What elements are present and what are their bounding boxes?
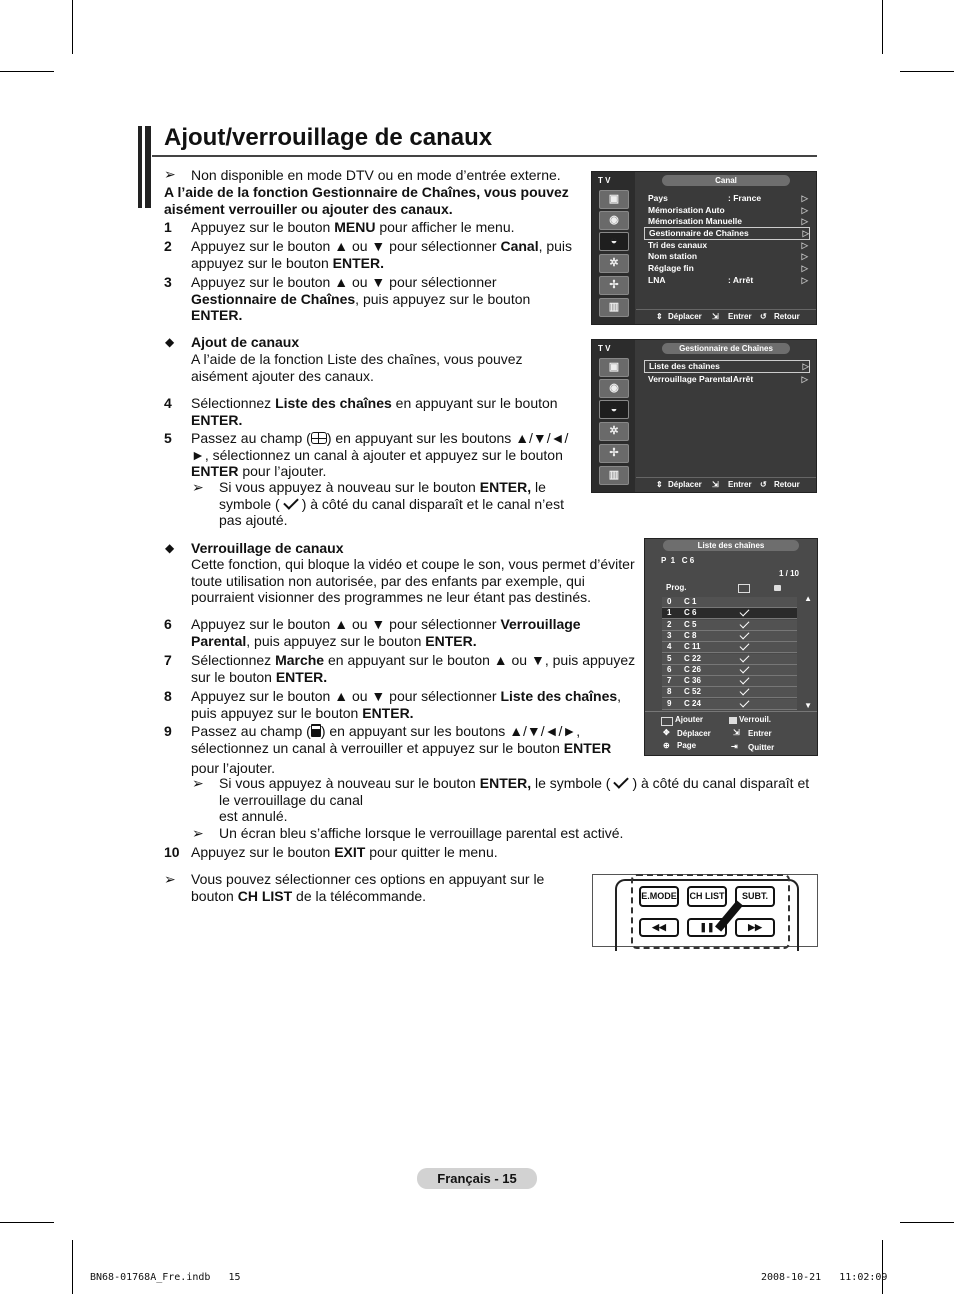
menu-header: Gestionnaire de Chaînes bbox=[662, 343, 790, 354]
picture-icon[interactable]: ▣ bbox=[599, 358, 629, 377]
step-7-text: Sélectionnez Marche en appuyant sur le bouton ▲ ou ▼, puis appuyez sur le bouton ENTER. bbox=[191, 652, 636, 685]
triangle-right-icon: ▷ bbox=[801, 374, 808, 384]
note-arrow-icon: ➢ bbox=[192, 479, 204, 495]
tv-menu-canal bbox=[591, 171, 817, 325]
intro-bold: A l’aide de la fonction Gestionnaire de Chaînes, vous pouvez aisément verrouiller ou ajouter des canaux. bbox=[164, 184, 569, 217]
crop-mark bbox=[0, 71, 54, 72]
triangle-right-icon: ▷ bbox=[802, 228, 809, 238]
triangle-right-icon: ▷ bbox=[801, 193, 808, 203]
note-arrow-icon: ➢ bbox=[192, 775, 204, 791]
final-note: Vous pouvez sélectionner ces options en appuyant sur le bouton CH LIST de la télécommande. bbox=[191, 871, 545, 904]
move-icon: ✥ bbox=[663, 728, 670, 737]
step-9-note-1-end: est annulé. bbox=[219, 808, 288, 824]
step-9-note-2: Un écran bleu s’affiche lorsque le verrouillage parental est activé. bbox=[219, 825, 624, 841]
rewind-button[interactable]: ◀◀ bbox=[639, 918, 679, 937]
return-icon: ↺ bbox=[760, 312, 767, 321]
menu-item[interactable]: Mémorisation Auto ▷ bbox=[648, 205, 808, 215]
setup-icon[interactable]: ✲ bbox=[599, 422, 629, 441]
menu-footer: ⇕ Déplacer ⇲ Entrer ↺ Retour bbox=[636, 309, 816, 324]
crop-mark bbox=[900, 1222, 954, 1223]
step-number: 4 bbox=[164, 395, 172, 411]
lock-icon bbox=[311, 729, 321, 737]
menu-header: Canal bbox=[662, 175, 790, 186]
title-bar-decoration bbox=[138, 126, 142, 208]
digital-menu-icon[interactable]: ▥ bbox=[599, 298, 629, 317]
tv-menu-channel-manager bbox=[591, 339, 817, 493]
step-number: 10 bbox=[164, 844, 180, 860]
triangle-right-icon: ▷ bbox=[801, 251, 808, 261]
updown-icon: ⇕ bbox=[656, 480, 663, 489]
remote-control-illustration bbox=[592, 874, 818, 947]
lock-column-icon bbox=[774, 585, 781, 591]
note-arrow-icon: ➢ bbox=[164, 871, 176, 887]
triangle-right-icon: ▷ bbox=[801, 275, 808, 285]
channel-row[interactable]: 0 C 1 bbox=[662, 597, 797, 608]
scroll-up-icon[interactable]: ▲ bbox=[804, 594, 812, 603]
lock-icon bbox=[729, 717, 737, 724]
picture-icon[interactable]: ▣ bbox=[599, 190, 629, 209]
channel-icon[interactable]: ◒ bbox=[599, 400, 629, 419]
print-slug-right: 2008-10-21 11:02:09 bbox=[761, 1272, 888, 1283]
step-6-text: Appuyez sur le bouton ▲ ou ▼ pour sélectionner Verrouillage Parental, puis appuyez sur le bouton ENTER. bbox=[191, 616, 581, 649]
channel-row[interactable]: 3 C 8 bbox=[662, 631, 797, 642]
prog-column-header: Prog. bbox=[666, 583, 687, 592]
page-counter: 1 / 10 bbox=[778, 569, 799, 578]
step-9-note-1: Si vous appuyez à nouveau sur le bouton ENTER, le symbole ( ) à côté du canal disparaît et le verrouillage du canal bbox=[219, 775, 810, 808]
step-5-note: Si vous appuyez à nouveau sur le bouton ENTER, le symbole ( ) à côté du canal disparaît et le canal n’est pas ajouté. bbox=[219, 479, 564, 529]
exit-icon: ⇥ bbox=[731, 742, 738, 751]
bullet-diamond-icon: ◆ bbox=[165, 335, 175, 349]
updown-icon: ⇕ bbox=[656, 312, 663, 321]
bullet-diamond-icon: ◆ bbox=[165, 541, 175, 555]
enter-icon: ⇲ bbox=[712, 480, 719, 489]
step-number: 7 bbox=[164, 652, 172, 668]
sound-icon[interactable]: ◉ bbox=[599, 211, 629, 230]
current-channel: P 1 C 6 bbox=[661, 556, 695, 565]
step-3-text: Appuyez sur le bouton ▲ ou ▼ pour sélectionner Gestionnaire de Chaînes, puis appuyez sur le bouton ENTER. bbox=[191, 274, 531, 324]
fastforward-button[interactable]: ▶▶ bbox=[735, 918, 775, 937]
menu-item[interactable]: Réglage fin ▷ bbox=[648, 263, 808, 273]
check-icon bbox=[740, 697, 750, 707]
menu-item[interactable]: Mémorisation Manuelle ▷ bbox=[648, 216, 808, 226]
menu-item[interactable]: Nom station ▷ bbox=[648, 251, 808, 261]
crop-mark bbox=[0, 1222, 54, 1223]
triangle-right-icon: ▷ bbox=[801, 263, 808, 273]
channel-row[interactable]: 2 C 5 bbox=[662, 620, 797, 631]
page-icon: ⊕ bbox=[663, 741, 670, 750]
enter-icon: ⇲ bbox=[712, 312, 719, 321]
check-icon bbox=[740, 629, 750, 639]
page-number-label: Français - 15 bbox=[417, 1168, 537, 1189]
lock-channels-heading: Verrouillage de canaux bbox=[191, 540, 344, 556]
step-number: 2 bbox=[164, 238, 172, 254]
channel-icon[interactable]: ◒ bbox=[599, 232, 629, 251]
channel-list-header: Liste des chaînes bbox=[663, 540, 799, 551]
check-icon bbox=[740, 675, 750, 685]
channel-row[interactable]: 6 C 26 bbox=[662, 665, 797, 676]
subt-button[interactable]: SUBT. bbox=[735, 886, 775, 907]
check-icon bbox=[740, 663, 750, 673]
chlist-button[interactable]: CH LIST bbox=[687, 886, 727, 907]
channel-row[interactable]: 8 C 52 bbox=[662, 687, 797, 698]
input-icon[interactable]: ✢ bbox=[599, 276, 629, 295]
channel-row[interactable]: 5 C 22 bbox=[662, 654, 797, 665]
step-number: 9 bbox=[164, 723, 172, 739]
step-4-text: Sélectionnez Liste des chaînes en appuyant sur le bouton ENTER. bbox=[191, 395, 558, 428]
enter-icon: ⇲ bbox=[733, 728, 740, 737]
emode-button[interactable]: E.MODE bbox=[639, 886, 679, 907]
tv-label: T V bbox=[598, 176, 611, 185]
title-rule bbox=[152, 155, 817, 157]
pause-button[interactable]: ❚❚ bbox=[687, 918, 727, 937]
channel-row[interactable]: 9 C 24 bbox=[662, 699, 797, 710]
check-icon bbox=[283, 494, 299, 510]
step-10-text: Appuyez sur le bouton EXIT pour quitter le menu. bbox=[191, 844, 498, 860]
input-icon[interactable]: ✢ bbox=[599, 444, 629, 463]
menu-footer: ⇕ Déplacer ⇲ Entrer ↺ Retour bbox=[636, 477, 816, 492]
triangle-right-icon: ▷ bbox=[801, 205, 808, 215]
menu-item[interactable]: Verrouillage Parental : Arrêt ▷ bbox=[648, 374, 808, 384]
step-8-text: Appuyez sur le bouton ▲ ou ▼ pour sélectionner Liste des chaînes, puis appuyez sur le bouton ENTER. bbox=[191, 688, 622, 721]
channel-row[interactable]: 1 C 6 bbox=[662, 608, 797, 619]
tv-label: T V bbox=[598, 344, 611, 353]
setup-icon[interactable]: ✲ bbox=[599, 254, 629, 273]
channel-list-legend: Ajouter Verrouil. ✥ Déplacer ⇲ Entrer ⊕ Page ⇥ Quitter bbox=[645, 711, 817, 756]
menu-item-selected[interactable]: Gestionnaire de Chaînes ▷ bbox=[644, 227, 810, 240]
digital-menu-icon[interactable]: ▥ bbox=[599, 466, 629, 485]
page-title: Ajout/verrouillage de canaux bbox=[164, 124, 493, 151]
step-number: 1 bbox=[164, 219, 172, 235]
add-field-icon bbox=[661, 717, 673, 726]
triangle-right-icon: ▷ bbox=[801, 216, 808, 226]
add-column-icon bbox=[738, 584, 750, 593]
check-icon bbox=[740, 607, 750, 617]
return-icon: ↺ bbox=[760, 480, 767, 489]
channel-row[interactable]: 4 C 11 bbox=[662, 642, 797, 653]
check-icon bbox=[740, 686, 750, 696]
scroll-down-icon[interactable]: ▼ bbox=[804, 701, 812, 710]
note-arrow-icon: ➢ bbox=[192, 825, 204, 841]
intro-note: Non disponible en mode DTV ou en mode d’entrée externe. bbox=[191, 167, 561, 183]
step-number: 3 bbox=[164, 274, 172, 290]
check-icon bbox=[740, 618, 750, 628]
add-channels-text: A l’aide de la fonction Liste des chaînes, vous pouvez aisément ajouter des canaux. bbox=[191, 351, 523, 384]
title-bar-decoration bbox=[145, 126, 151, 208]
menu-item-selected[interactable]: Liste des chaînes ▷ bbox=[644, 360, 810, 373]
step-5-text: Passez au champ ( ) en appuyant sur les boutons ▲/▼/◄/►, sélectionnez un canal à ajouter et appuyez sur le bouton ENTER pour l’ajouter. bbox=[191, 430, 569, 480]
triangle-right-icon: ▷ bbox=[802, 361, 809, 371]
check-icon bbox=[740, 652, 750, 662]
sound-icon[interactable]: ◉ bbox=[599, 379, 629, 398]
menu-item[interactable]: Pays : France ▷ bbox=[648, 193, 808, 203]
step-1-text: Appuyez sur le bouton MENU pour afficher le menu. bbox=[191, 219, 515, 235]
print-slug-left: BN68-01768A_Fre.indb 15 bbox=[90, 1272, 241, 1283]
channel-list-screen bbox=[644, 538, 818, 756]
step-9-text: Passez au champ ( ) en appuyant sur les boutons ▲/▼/◄/►, sélectionnez un canal à verrouiller et appuyez sur le bouton ENTER bbox=[191, 723, 612, 756]
add-field-icon bbox=[311, 432, 327, 444]
menu-item[interactable]: Tri des canaux ▷ bbox=[648, 240, 808, 250]
check-icon bbox=[740, 641, 750, 651]
menu-item[interactable]: LNA : Arrêt ▷ bbox=[648, 275, 808, 285]
triangle-right-icon: ▷ bbox=[801, 240, 808, 250]
check-icon bbox=[614, 773, 630, 789]
step-number: 5 bbox=[164, 430, 172, 446]
crop-mark bbox=[72, 1240, 73, 1294]
step-9-text-end: pour l’ajouter. bbox=[191, 760, 276, 776]
step-2-text: Appuyez sur le bouton ▲ ou ▼ pour sélectionner Canal, puis appuyez sur le bouton ENTER. bbox=[191, 238, 573, 271]
step-number: 8 bbox=[164, 688, 172, 704]
note-arrow-icon: ➢ bbox=[164, 166, 176, 182]
crop-mark bbox=[72, 0, 73, 54]
crop-mark bbox=[882, 0, 883, 54]
lock-channels-text: Cette fonction, qui bloque la vidéo et coupe le son, vous permet d’éviter toute utilisation non autorisée, par des enfants par exemple, qui pourraient visionner des programmes ne leur étant pas destinés. bbox=[191, 556, 635, 606]
crop-mark bbox=[900, 71, 954, 72]
crop-mark bbox=[882, 1240, 883, 1294]
channel-row[interactable]: 7 C 36 bbox=[662, 676, 797, 687]
step-number: 6 bbox=[164, 616, 172, 632]
add-channels-heading: Ajout de canaux bbox=[191, 334, 300, 350]
